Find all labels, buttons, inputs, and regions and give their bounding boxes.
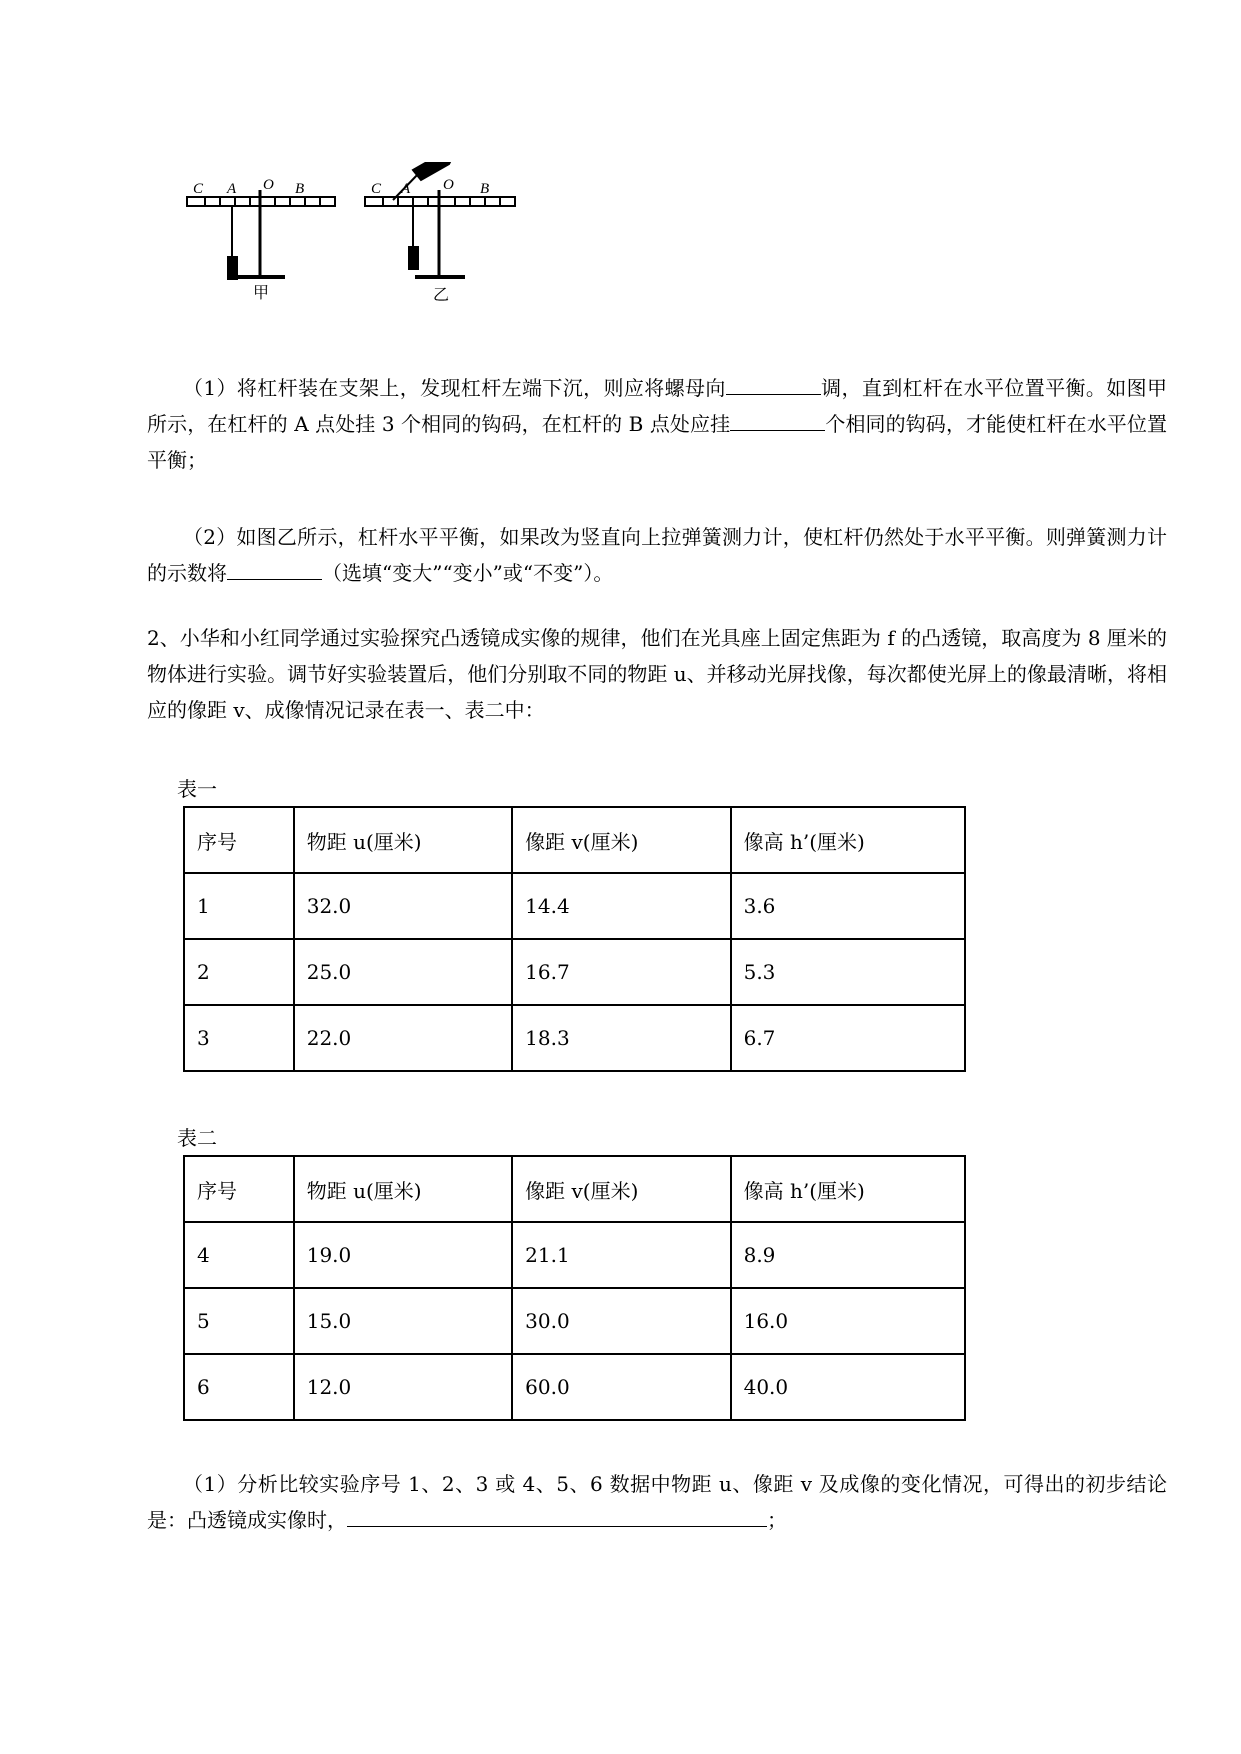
- table-cell: 3.6: [731, 873, 965, 939]
- table-2: [183, 1155, 966, 1421]
- table-cell: 22.0: [294, 1005, 512, 1071]
- table-cell: 3: [184, 1005, 294, 1071]
- answer-blank[interactable]: [347, 1502, 767, 1527]
- table-cell: 6.7: [731, 1005, 965, 1071]
- table-cell: 14.4: [512, 873, 730, 939]
- label-a-yi: A: [401, 181, 411, 197]
- table-cell: 2: [184, 939, 294, 1005]
- header-cell: 像距 v(厘米): [512, 807, 730, 873]
- header-cell: 像高 h’(厘米): [731, 1156, 965, 1222]
- q1-p1-text-b: 调，直到杠杆在水平位置平衡。如图甲所示，在杠杆的 A 点处挂 3 个相同的钩码，在杠杆的 B 点处应挂: [147, 376, 1168, 436]
- q1-p2-text-a: （2）如图乙所示，杠杆水平平衡，如果改为竖直向上拉弹簧测力计，使杠杆仍然处于水平平衡。则弹簧测力计的示数将: [147, 525, 1167, 585]
- q1-p1-text-c: 个相同的钩码，才能使杠杆在水平位置平衡；: [147, 412, 1167, 472]
- table-cell: 32.0: [294, 873, 512, 939]
- table-row: [184, 939, 965, 1005]
- q2-sub1-text-a: （1）分析比较实验序号 1、2、3 或 4、5、6 数据中物距 u、像距 v 及成像的变化情况，可得出的初步结论是：凸透镜成实像时，: [147, 1472, 1167, 1532]
- table-cell: 30.0: [512, 1288, 730, 1354]
- label-o-yi: O: [443, 177, 454, 193]
- table-row: [184, 1288, 965, 1354]
- table-2-caption: 表二: [177, 1126, 217, 1150]
- lever-figure: [175, 162, 535, 332]
- label-b-yi: B: [480, 181, 490, 197]
- q1-p2-text-b: （选填“变大”“变小”或“不变”）。: [322, 561, 614, 585]
- table-cell: 4: [184, 1222, 294, 1288]
- table-cell: 12.0: [294, 1354, 512, 1420]
- table-header-row: [184, 1156, 965, 1222]
- table-cell: 5.3: [731, 939, 965, 1005]
- table-row: [184, 1222, 965, 1288]
- table-cell: 18.3: [512, 1005, 730, 1071]
- table-cell: 6: [184, 1354, 294, 1420]
- header-cell: 序号: [184, 807, 294, 873]
- table-1-caption: 表一: [177, 777, 217, 801]
- table-cell: 40.0: [731, 1354, 965, 1420]
- label-jia: 甲: [253, 283, 270, 302]
- label-c-yi: C: [371, 181, 382, 197]
- answer-blank[interactable]: [726, 370, 821, 395]
- question-2-part-1: [147, 1466, 1167, 1538]
- table-1: [183, 806, 966, 1072]
- label-a-jia: A: [227, 181, 237, 197]
- header-cell: 像距 v(厘米): [512, 1156, 730, 1222]
- label-c-jia: C: [193, 181, 204, 197]
- label-yi: 乙: [433, 285, 450, 304]
- table-cell: 60.0: [512, 1354, 730, 1420]
- q1-p1-text-a: （1）将杠杆装在支架上，发现杠杆左端下沉，则应将螺母向: [183, 376, 726, 400]
- q2-sub1-text-b: ；: [767, 1508, 787, 1532]
- table-row: [184, 873, 965, 939]
- table-cell: 16.0: [731, 1288, 965, 1354]
- question-2-intro: 2、小华和小红同学通过实验探究凸透镜成实像的规律，他们在光具座上固定焦距为 f 的凸透镜，取高度为 8 厘米的物体进行实验。调节好实验装置后，他们分别取不同的物距 u、并移动光屏找像，每次都使光屏上的像最清晰，将相应的像距 v、成像情况记录在表一、表二中：: [147, 626, 1167, 722]
- answer-blank[interactable]: [730, 406, 825, 431]
- lever-diagram-jia: [187, 190, 335, 279]
- table-cell: 16.7: [512, 939, 730, 1005]
- answer-blank[interactable]: [227, 555, 322, 580]
- table-cell: 21.1: [512, 1222, 730, 1288]
- table-cell: 15.0: [294, 1288, 512, 1354]
- question-1-part-1: [147, 370, 1167, 478]
- question-1-part-2: [147, 519, 1167, 591]
- lever-diagram-yi: [365, 162, 515, 277]
- header-cell: 像高 h’(厘米): [731, 807, 965, 873]
- table-cell: 5: [184, 1288, 294, 1354]
- header-cell: 序号: [184, 1156, 294, 1222]
- table-row: [184, 1354, 965, 1420]
- label-o-jia: O: [263, 177, 274, 193]
- table-cell: 19.0: [294, 1222, 512, 1288]
- header-cell: 物距 u(厘米): [294, 807, 512, 873]
- table-cell: 8.9: [731, 1222, 965, 1288]
- table-cell: 25.0: [294, 939, 512, 1005]
- table-cell: 1: [184, 873, 294, 939]
- header-cell: 物距 u(厘米): [294, 1156, 512, 1222]
- table-header-row: [184, 807, 965, 873]
- table-row: [184, 1005, 965, 1071]
- label-b-jia: B: [295, 181, 305, 197]
